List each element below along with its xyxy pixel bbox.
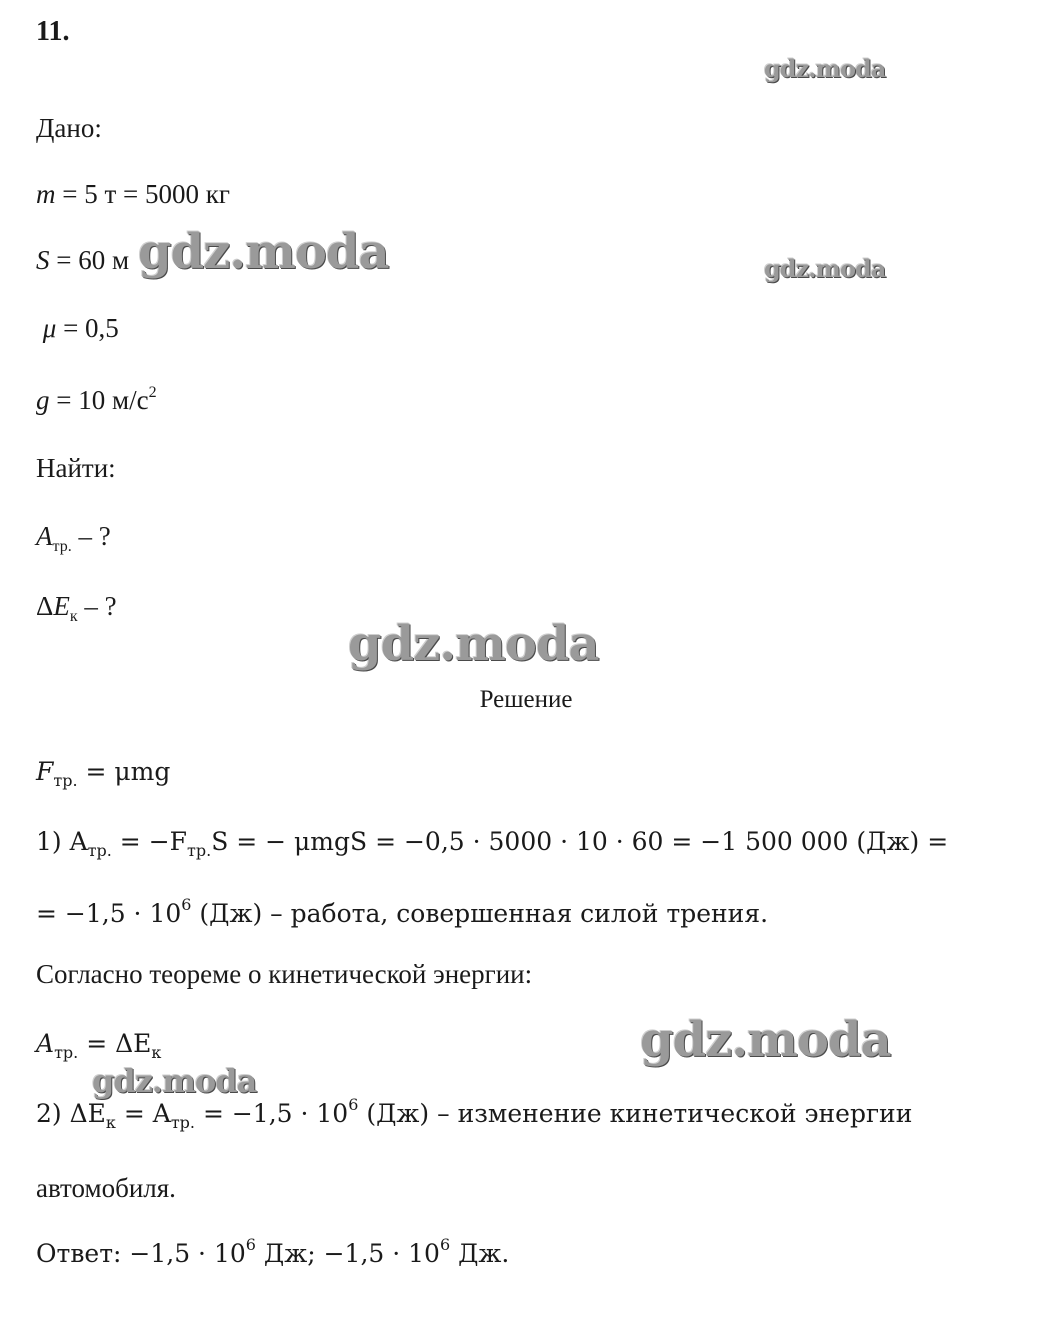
find-kinetic-change: $\Delta E_к$ – ? xyxy=(36,591,117,625)
watermark: gdz.moda xyxy=(764,54,886,83)
find-work: $A_{тр.}$ – ? xyxy=(36,521,111,555)
given-g: g = 10 $м/с^2$ xyxy=(36,384,157,415)
step1-continuation: = $-1,5 \cdot 10^6$ (Дж) – работа, совершенная силой трения. xyxy=(36,895,769,928)
watermark: gdz.moda xyxy=(764,254,886,283)
problem-number: 11. xyxy=(36,16,70,47)
watermark: gdz.moda xyxy=(92,1062,257,1100)
watermark: gdz.moda xyxy=(640,1012,891,1068)
theorem-equation: $A_{тр.} = \Delta E_к$ xyxy=(36,1029,162,1062)
find-heading: Найти: xyxy=(36,453,116,483)
step2-continuation: автомобиля. xyxy=(36,1173,176,1203)
watermark: gdz.moda xyxy=(138,224,389,280)
theorem-text: Согласно теореме о кинетической энергии: xyxy=(36,959,533,989)
friction-formula: $F_{тр.} = \mu mg$ xyxy=(36,757,171,790)
solution-heading: Решение xyxy=(479,686,573,713)
given-distance: S = 60 м xyxy=(36,245,130,275)
given-mass: m = 5 т = 5000 кг xyxy=(36,179,230,209)
given-mu: μ = 0,5 xyxy=(42,313,119,343)
answer: Ответ: $-1,5 \cdot 10^6$ Дж; $-1,5 \cdot 10^6$ Дж. xyxy=(36,1235,510,1268)
watermark: gdz.moda xyxy=(348,616,599,672)
given-heading: Дано: xyxy=(36,113,102,143)
step1-line: 1) $A_{тр.} = -F_{тр.}S$ = − μmgS = −0,5 · 5000 · 10 · 60 = −1 500 000 (Дж) = xyxy=(36,827,949,860)
step2-line: 2) $\Delta E_к = A_{тр.} = -1,5 \cdot 10^6$ (Дж) – изменение кинетической энергии xyxy=(36,1095,913,1132)
